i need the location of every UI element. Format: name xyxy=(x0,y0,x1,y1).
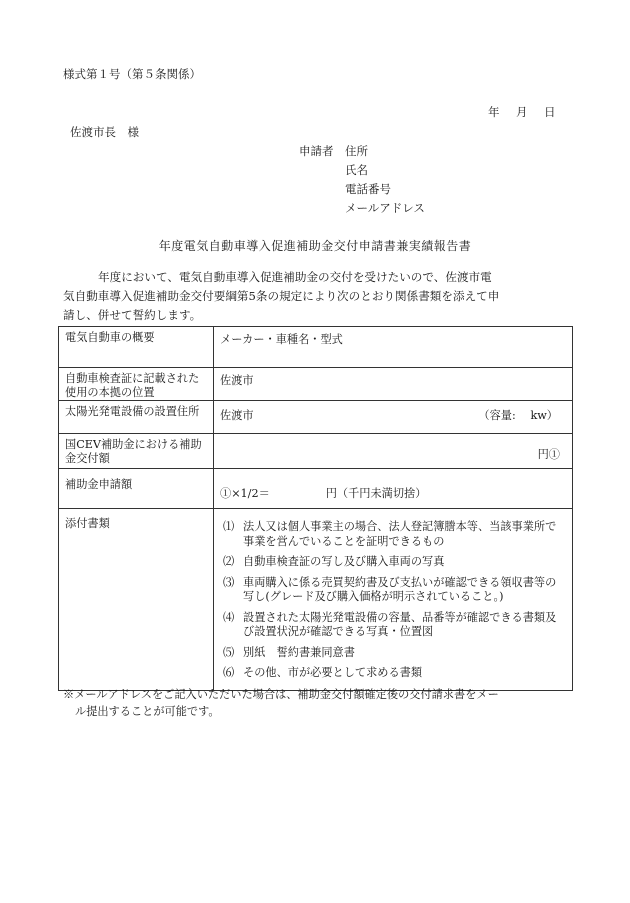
row-label-vehicle-base: 自動車検査証に記載された使用の本拠の位置 xyxy=(59,368,214,401)
footnote xyxy=(63,686,575,720)
row-label-application-amount: 補助金申請額 xyxy=(59,469,214,509)
solar-capacity: （容量: kw） xyxy=(478,409,558,422)
list-item xyxy=(223,666,566,681)
list-item xyxy=(223,576,566,605)
cev-subsidy-unit: 円① xyxy=(537,448,560,461)
applicant-address-field: 住所 xyxy=(345,144,368,158)
attachment-number: ⑴ xyxy=(223,520,235,533)
applicant-name-field: 氏名 xyxy=(345,163,368,177)
table-row xyxy=(59,469,573,509)
row-label-solar-address: 太陽光発電設備の設置住所 xyxy=(59,401,214,434)
attachment-text: その他、市が必要として求める書類 xyxy=(243,666,423,679)
attachment-number: ⑵ xyxy=(223,555,235,568)
date-day: 日 xyxy=(544,105,556,119)
applicant-email-field: メールアドレス xyxy=(345,201,425,215)
table-row xyxy=(59,368,573,401)
application-table xyxy=(58,326,573,691)
attachments-cell xyxy=(214,509,573,691)
table-row xyxy=(59,401,573,434)
attachment-text: 自動車検査証の写し及び購入車両の写真 xyxy=(243,555,445,568)
date-month: 月 xyxy=(516,105,528,119)
attachment-number: ⑶ xyxy=(223,575,235,589)
vehicle-base-field[interactable]: 佐渡市 xyxy=(214,368,573,401)
row-label-attachments: 添付書類 xyxy=(59,509,214,691)
document-title: 年度電気自動車導入促進補助金交付申請書兼実績報告書 xyxy=(158,239,472,253)
applicant-phone-field: 電話番号 xyxy=(345,182,391,196)
body-line-2: 気自動車導入促進補助金交付要綱第5条の規定により次のとおり関係書類を添えて申 xyxy=(63,289,500,303)
row-label-ev-overview: 電気自動車の概要 xyxy=(59,327,214,368)
form-number: 様式第１号（第５条関係） xyxy=(63,67,201,81)
date-line xyxy=(488,104,556,120)
table-row xyxy=(59,434,573,469)
solar-address-value: 佐渡市 xyxy=(220,409,254,422)
attachment-text: 法人又は個人事業主の場合、法人登記簿謄本等、当該事業所で事業を営んでいることを証明できるもの xyxy=(243,520,557,548)
applicant-label: 申請者 xyxy=(299,144,334,158)
list-item xyxy=(223,555,566,570)
body-paragraph xyxy=(63,268,573,325)
attachment-text: 車両購入に係る売買契約書及び支払いが確認できる領収書等の写し(グレード及び購入価格が明示されていること。) xyxy=(243,575,557,603)
row-label-cev-subsidy: 国CEV補助金における補助金交付額 xyxy=(59,434,214,469)
table-row xyxy=(59,327,573,368)
attachments-list xyxy=(220,513,566,681)
addressee: 佐渡市長 様 xyxy=(70,125,139,139)
application-amount-formula: ①×1/2＝ 円（千円未満切捨） xyxy=(220,487,427,500)
body-line-3: 請し、併せて誓約します。 xyxy=(63,308,202,322)
cev-subsidy-field[interactable] xyxy=(214,434,573,469)
solar-address-field[interactable] xyxy=(214,401,573,434)
list-item xyxy=(223,646,566,661)
list-item xyxy=(223,520,566,549)
date-year: 年 xyxy=(488,105,500,119)
ev-overview-field[interactable]: メーカー・車種名・型式 xyxy=(214,327,573,368)
footnote-line-2: ル提出することが可能です。 xyxy=(75,705,220,718)
list-item xyxy=(223,611,566,640)
attachment-number: ⑸ xyxy=(223,645,235,659)
attachment-number: ⑹ xyxy=(223,666,235,679)
table-row xyxy=(59,509,573,691)
attachment-text: 設置された太陽光発電設備の容量、品番等が確認できる書類及び設置状況が確認できる写真・位置図 xyxy=(243,610,557,638)
footnote-line-1: ※メールアドレスをご記入いただいた場合は、補助金交付額確定後の交付請求書をメー xyxy=(63,688,499,701)
body-line-1: 年度において、電気自動車導入促進補助金の交付を受けたいので、佐渡市電 xyxy=(98,270,492,284)
attachment-number: ⑷ xyxy=(223,610,235,624)
attachment-text: 別紙 誓約書兼同意書 xyxy=(243,645,355,659)
application-amount-field[interactable] xyxy=(214,469,573,509)
